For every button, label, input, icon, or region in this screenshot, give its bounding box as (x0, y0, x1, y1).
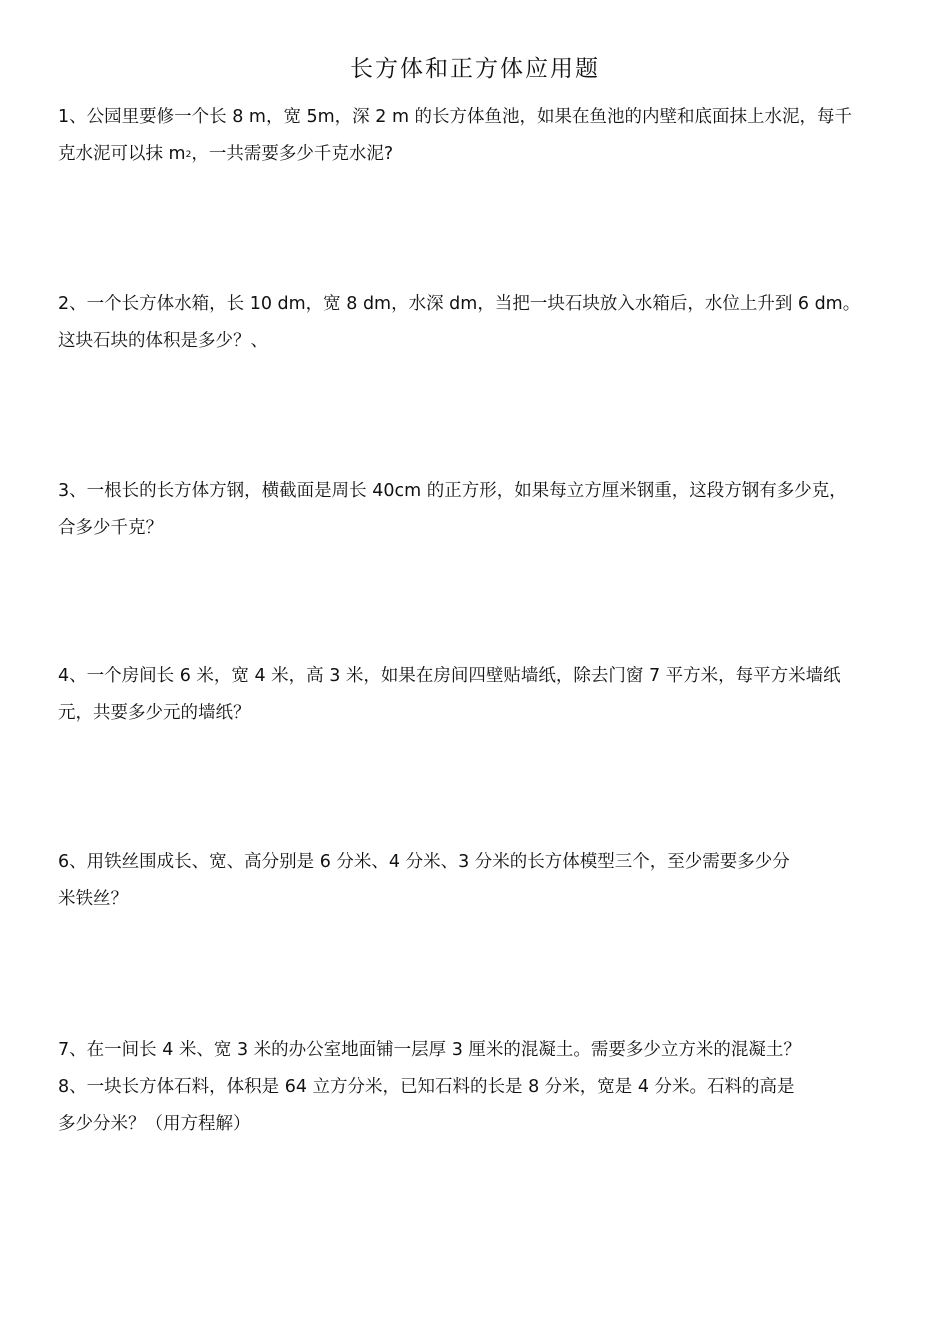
question-1-line-2-text: 克水泥可以抹 m (58, 144, 186, 164)
question-2 (58, 286, 894, 360)
question-6-line-1: 6、用铁丝围成长、宽、高分别是 6 分米、4 分米、3 分米的长方体模型三个，至少需要多少分 (58, 852, 790, 872)
question-3-line-2: 合多少千克？ (58, 518, 163, 538)
question-2-line-2: 这块石块的体积是多少？、 (58, 331, 268, 351)
question-4 (58, 658, 894, 732)
question-7-8 (58, 1032, 894, 1143)
question-1-line-1: 1、公园里要修一个长 8 m，宽 5m，深 2 m 的长方体鱼池，如果在鱼池的内壁和底面抹上水泥，每千 (58, 107, 853, 127)
question-1-line-2-tail: ，一共需要多少千克水泥? (191, 144, 394, 164)
page-title: 长方体和正方体应用题 (350, 56, 600, 82)
question-6-line-2: 米铁丝？ (58, 889, 128, 909)
question-1-line-2 (58, 136, 894, 174)
question-8-line-2: 多少分米？（用方程解） (58, 1114, 251, 1134)
superscript-2: 2 (185, 150, 192, 160)
question-4-line-1: 4、一个房间长 6 米，宽 4 米，高 3 米，如果在房间四壁贴墙纸，除去门窗 7 平方米，每平方米墙纸 (58, 666, 841, 686)
question-3-line-1: 3、一根长的长方体方钢，横截面是周长 40cm 的正方形，如果每立方厘米钢重，这段方钢有多少克， (58, 481, 847, 501)
question-3 (58, 473, 894, 547)
question-1 (58, 99, 894, 174)
question-2-line-1: 2、一个长方体水箱，长 10 dm，宽 8 dm，水深 dm，当把一块石块放入水箱后，水位上升到 6 dm。 (58, 294, 861, 314)
question-7-line-1: 7、在一间长 4 米、宽 3 米的办公室地面铺一层厚 3 厘米的混凝土。需要多少立方米的混凝土？ (58, 1040, 801, 1060)
question-6 (58, 844, 894, 918)
question-4-line-2: 元，共要多少元的墙纸？ (58, 703, 251, 723)
question-8-line-1: 8、一块长方体石料，体积是 64 立方分米，已知石料的长是 8 分米，宽是 4 分米。石料的高是 (58, 1077, 795, 1097)
